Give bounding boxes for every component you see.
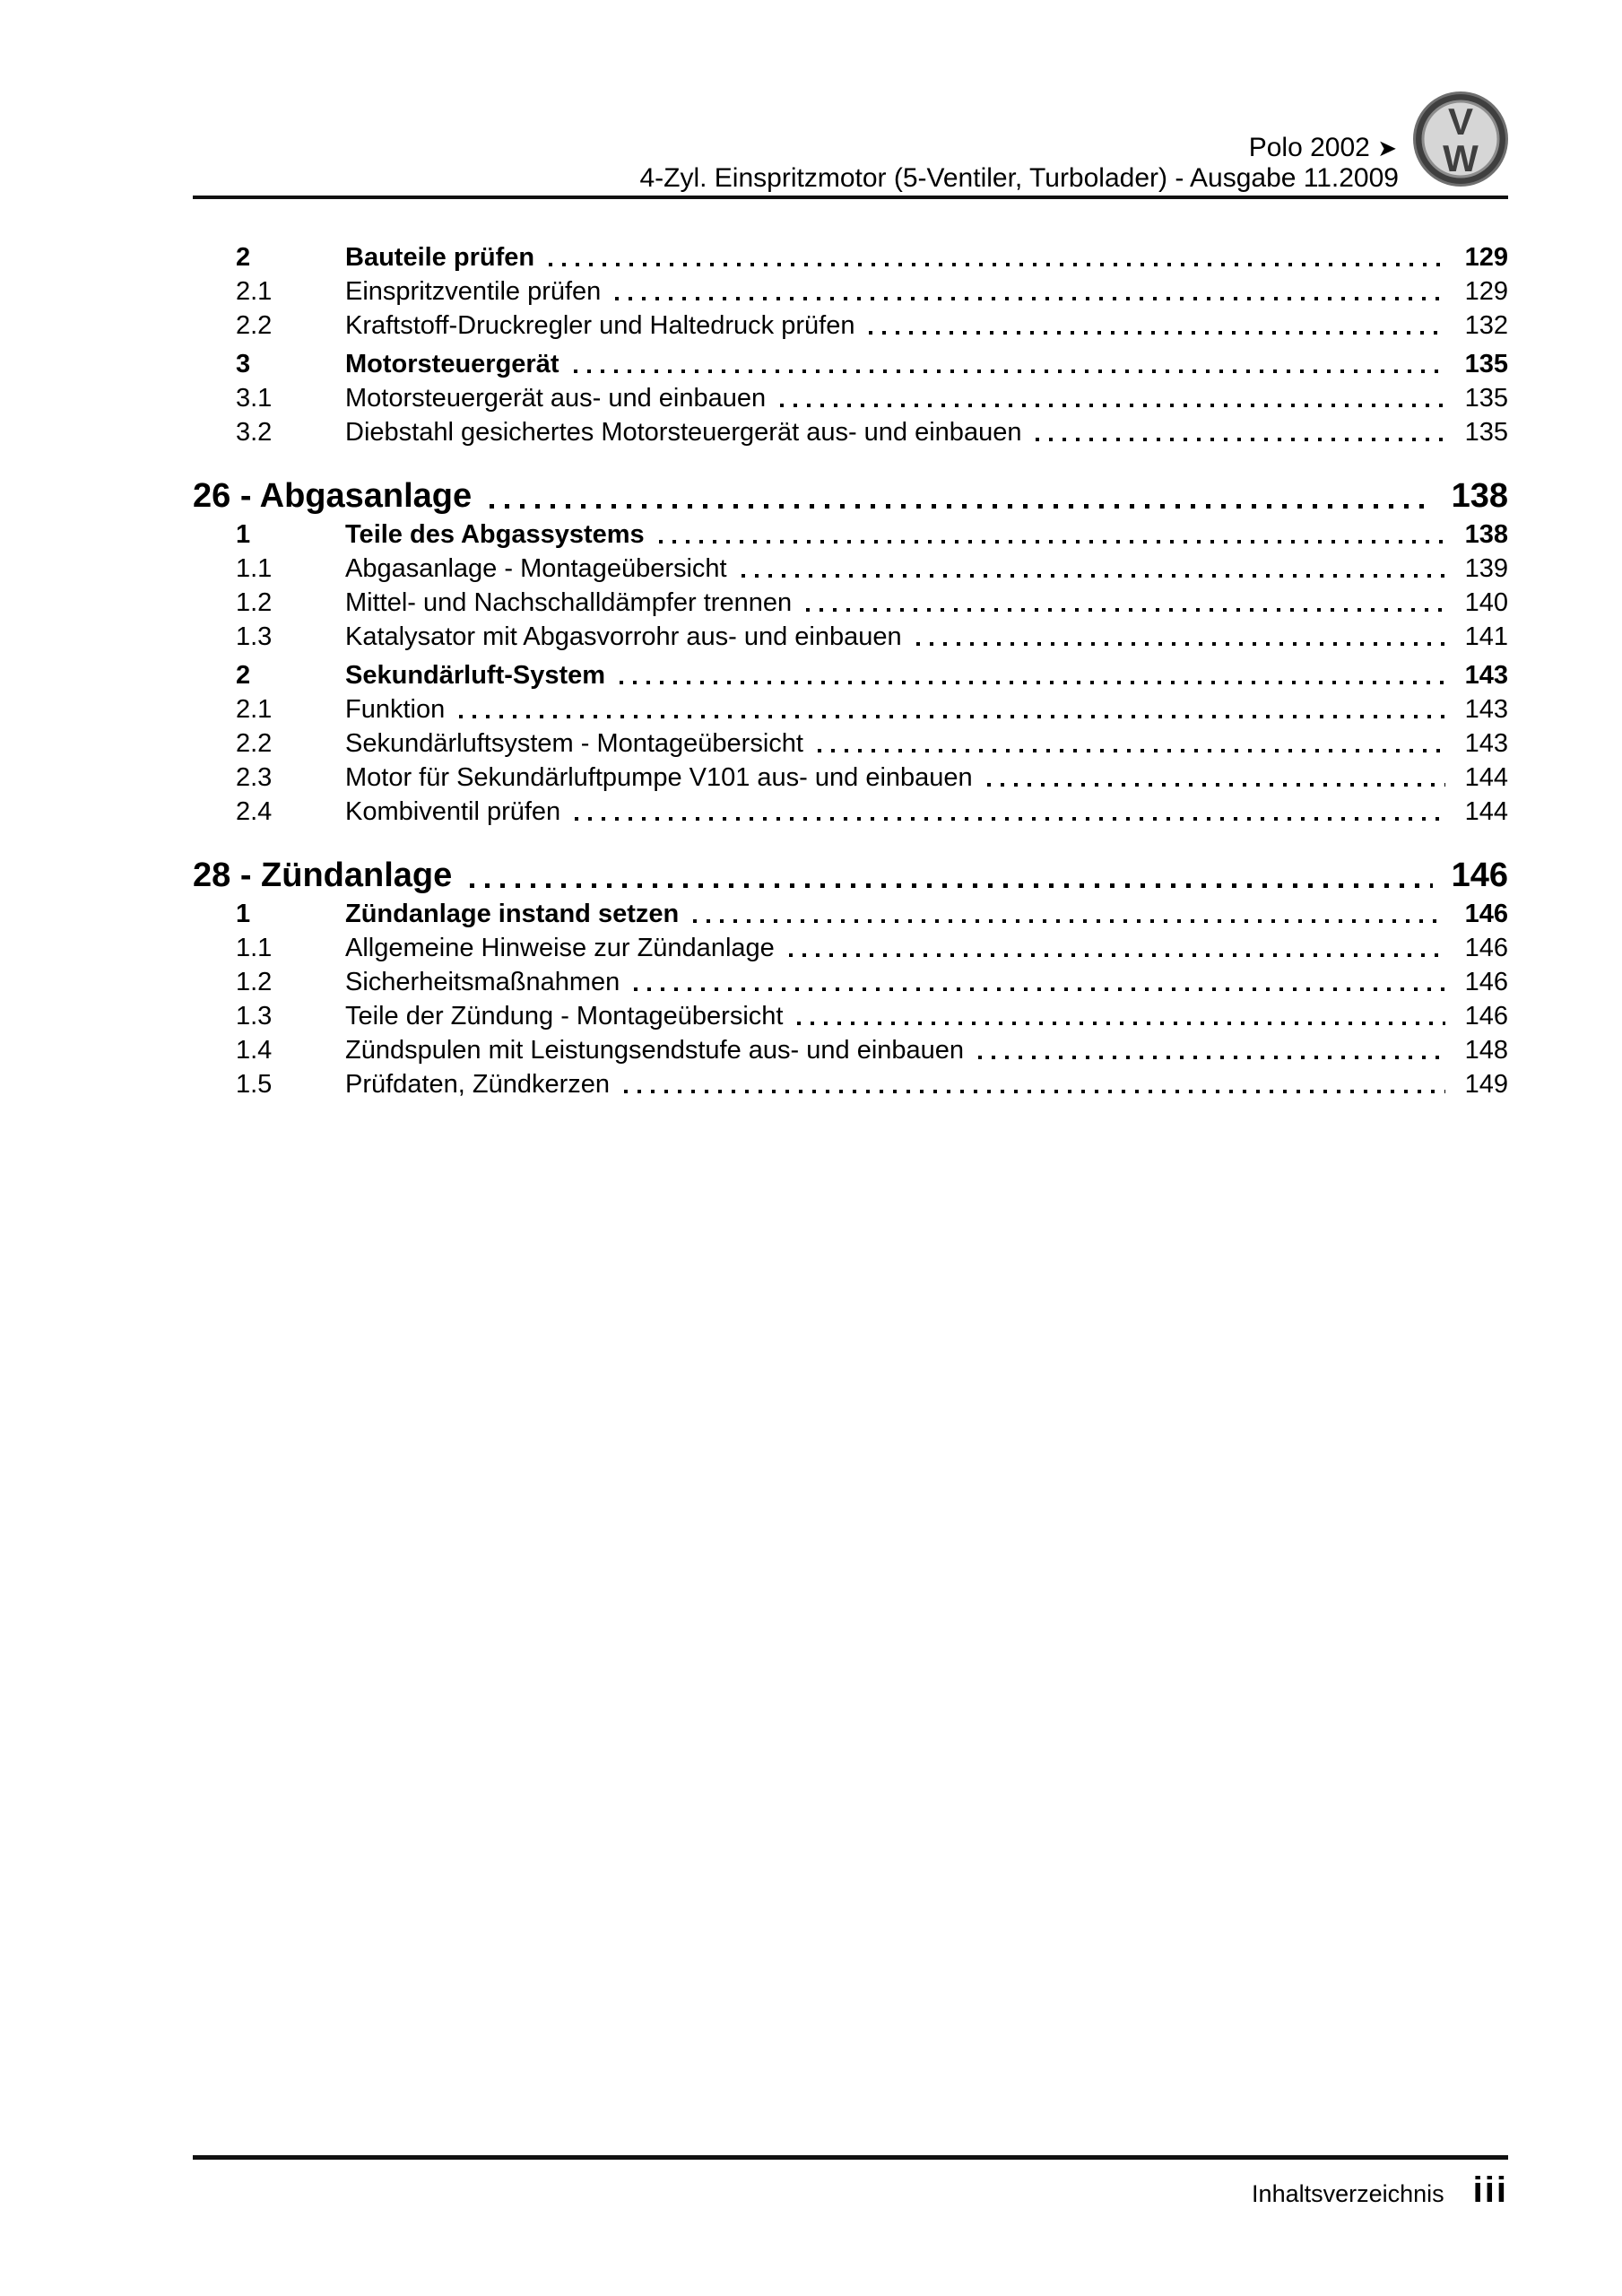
toc-entry-title: Mittel- und Nachschalldämpfer trennen bbox=[345, 588, 793, 617]
toc-entry-title: Zündspulen mit Leistungsendstufe aus- und einbauen bbox=[345, 1036, 965, 1065]
dot-leader bbox=[916, 642, 1445, 646]
toc-row bbox=[193, 999, 1508, 1033]
dot-leader bbox=[869, 331, 1445, 335]
header-model-line bbox=[639, 133, 1399, 163]
toc-entry-title: Einspritzventile prüfen bbox=[345, 277, 602, 306]
toc-row bbox=[193, 240, 1508, 274]
page-footer bbox=[1252, 2170, 1508, 2211]
toc-entry-number: 1.1 bbox=[236, 934, 273, 962]
toc-row bbox=[193, 726, 1508, 761]
toc-entry-page-number: 143 bbox=[1464, 695, 1508, 724]
toc-chapter-row bbox=[193, 854, 1508, 897]
page-header bbox=[639, 133, 1399, 194]
toc-entry-title: Abgasanlage - Montageübersicht bbox=[345, 554, 727, 583]
dot-leader bbox=[615, 297, 1445, 300]
toc-entry-title: Sekundärluftsystem - Montageübersicht bbox=[345, 729, 803, 758]
toc-entry-page-number: 146 bbox=[1464, 900, 1508, 928]
toc-entry-title: Sekundärluft-System bbox=[345, 661, 606, 690]
dot-leader bbox=[620, 681, 1445, 684]
toc bbox=[193, 240, 1508, 1101]
header-divider bbox=[193, 196, 1508, 199]
toc-row bbox=[193, 274, 1508, 309]
toc-group bbox=[193, 897, 1508, 1101]
toc-row bbox=[193, 795, 1508, 829]
dot-leader bbox=[574, 370, 1446, 373]
toc-entry-number: 1.2 bbox=[236, 968, 273, 996]
toc-entry-page-number: 141 bbox=[1464, 622, 1508, 651]
header-model-text: Polo 2002 bbox=[1248, 133, 1370, 162]
svg-text:W: W bbox=[1443, 137, 1479, 179]
toc-row bbox=[193, 552, 1508, 586]
dot-leader bbox=[549, 263, 1445, 266]
toc-entry-title: Allgemeine Hinweise zur Zündanlage bbox=[345, 934, 775, 962]
dot-leader bbox=[693, 919, 1445, 923]
toc-entry-title: Motorsteuergerät aus- und einbauen bbox=[345, 384, 767, 413]
toc-row bbox=[193, 1033, 1508, 1067]
toc-entry-title: Teile der Zündung - Montageübersicht bbox=[345, 1002, 784, 1031]
toc-row bbox=[193, 897, 1508, 931]
toc-row bbox=[193, 309, 1508, 343]
footer-divider bbox=[193, 2155, 1508, 2160]
toc-row bbox=[193, 761, 1508, 795]
toc-chapter-label: 28 - Zündanlage bbox=[193, 857, 453, 894]
toc-entry-number: 2.1 bbox=[236, 695, 273, 724]
toc-entry-page-number: 140 bbox=[1464, 588, 1508, 617]
header-subtitle: 4-Zyl. Einspritzmotor (5-Ventiler, Turbolader) - Ausgabe 11.2009 bbox=[639, 163, 1399, 193]
toc-chapter-row bbox=[193, 474, 1508, 517]
dot-leader bbox=[818, 749, 1445, 752]
toc-section bbox=[193, 240, 1508, 449]
toc-row bbox=[193, 517, 1508, 552]
toc-entry-number: 1.3 bbox=[236, 622, 273, 651]
toc-entry-title: Motorsteuergerät bbox=[345, 350, 559, 378]
toc-entry-page-number: 146 bbox=[1464, 1002, 1508, 1031]
toc-entry-number: 2.1 bbox=[236, 277, 273, 306]
toc-row bbox=[193, 415, 1508, 449]
dot-leader bbox=[742, 574, 1445, 578]
toc-entry-page-number: 149 bbox=[1464, 1070, 1508, 1099]
toc-entry-title: Motor für Sekundärluftpumpe V101 aus- und einbauen bbox=[345, 763, 973, 792]
toc-entry-number: 1 bbox=[236, 900, 251, 928]
toc-chapter-page-number: 138 bbox=[1451, 477, 1508, 515]
toc-entry-page-number: 135 bbox=[1464, 384, 1508, 413]
toc-row bbox=[193, 692, 1508, 726]
dot-leader bbox=[978, 1056, 1445, 1059]
dot-leader bbox=[624, 1090, 1445, 1093]
toc-group bbox=[193, 347, 1508, 449]
dot-leader bbox=[575, 817, 1445, 821]
toc-entry-page-number: 129 bbox=[1464, 243, 1508, 272]
toc-chapter-page-number: 146 bbox=[1451, 857, 1508, 894]
toc-chapter-label: 26 - Abgasanlage bbox=[193, 477, 473, 515]
toc-row bbox=[193, 381, 1508, 415]
toc-row bbox=[193, 965, 1508, 999]
toc-row bbox=[193, 586, 1508, 620]
toc-entry-title: Sicherheitsmaßnahmen bbox=[345, 968, 620, 996]
dot-leader bbox=[634, 987, 1445, 991]
toc-row bbox=[193, 658, 1508, 692]
toc-entry-number: 2.3 bbox=[236, 763, 273, 792]
toc-entry-page-number: 135 bbox=[1464, 418, 1508, 447]
toc-entry-title: Diebstahl gesichertes Motorsteuergerät aus- und einbauen bbox=[345, 418, 1022, 447]
footer-page-number: iii bbox=[1472, 2170, 1508, 2210]
toc-entry-page-number: 143 bbox=[1464, 661, 1508, 690]
toc-entry-page-number: 129 bbox=[1464, 277, 1508, 306]
toc-entry-number: 2 bbox=[236, 661, 251, 690]
toc-entry-number: 1.4 bbox=[236, 1036, 273, 1065]
dot-leader bbox=[459, 715, 1445, 718]
toc-entry-number: 1.1 bbox=[236, 554, 273, 583]
toc-entry-title: Prüfdaten, Zündkerzen bbox=[345, 1070, 611, 1099]
dot-leader bbox=[490, 504, 1433, 509]
toc-entry-page-number: 139 bbox=[1464, 554, 1508, 583]
toc-entry-number: 3 bbox=[236, 350, 251, 378]
svg-text:V: V bbox=[1447, 100, 1474, 143]
toc-entry-number: 1.5 bbox=[236, 1070, 273, 1099]
dot-leader bbox=[1036, 438, 1445, 441]
toc-row bbox=[193, 347, 1508, 381]
toc-group bbox=[193, 240, 1508, 343]
toc-entry-number: 3.1 bbox=[236, 384, 273, 413]
toc-entry-title: Funktion bbox=[345, 695, 446, 724]
toc-entry-title: Bauteile prüfen bbox=[345, 243, 535, 272]
toc-entry-title: Kraftstoff-Druckregler und Haltedruck prüfen bbox=[345, 311, 855, 340]
toc-row bbox=[193, 931, 1508, 965]
toc-entry-page-number: 135 bbox=[1464, 350, 1508, 378]
toc-entry-number: 1.3 bbox=[236, 1002, 273, 1031]
toc-entry-page-number: 144 bbox=[1464, 797, 1508, 826]
toc-entry-page-number: 146 bbox=[1464, 968, 1508, 996]
toc-entry-page-number: 132 bbox=[1464, 311, 1508, 340]
toc-section bbox=[193, 854, 1508, 1101]
dot-leader bbox=[789, 953, 1445, 957]
toc-entry-page-number: 146 bbox=[1464, 934, 1508, 962]
toc-entry-number: 2.2 bbox=[236, 311, 273, 340]
toc-row bbox=[193, 620, 1508, 654]
toc-entry-title: Katalysator mit Abgasvorrohr aus- und einbauen bbox=[345, 622, 902, 651]
toc-entry-number: 1.2 bbox=[236, 588, 273, 617]
dot-leader bbox=[780, 404, 1445, 407]
toc-entry-title: Teile des Abgassystems bbox=[345, 520, 645, 549]
toc-entry-number: 2 bbox=[236, 243, 251, 272]
toc-entry-page-number: 138 bbox=[1464, 520, 1508, 549]
toc-entry-number: 2.2 bbox=[236, 729, 273, 758]
footer-label: Inhaltsverzeichnis bbox=[1252, 2180, 1444, 2207]
dot-leader bbox=[659, 540, 1445, 544]
toc-group bbox=[193, 658, 1508, 829]
toc-entry-title: Kombiventil prüfen bbox=[345, 797, 561, 826]
toc-entry-page-number: 143 bbox=[1464, 729, 1508, 758]
dot-leader bbox=[797, 1022, 1445, 1025]
arrow-right-icon: ➤ bbox=[1377, 135, 1399, 161]
toc-entry-number: 2.4 bbox=[236, 797, 273, 826]
toc-entry-title: Zündanlage instand setzen bbox=[345, 900, 680, 928]
toc-section bbox=[193, 474, 1508, 829]
toc-entry-number: 1 bbox=[236, 520, 251, 549]
vw-logo-icon bbox=[1412, 91, 1509, 187]
toc-group bbox=[193, 517, 1508, 654]
dot-leader bbox=[806, 608, 1445, 612]
toc-row bbox=[193, 1067, 1508, 1101]
dot-leader bbox=[987, 783, 1445, 787]
toc-entry-page-number: 144 bbox=[1464, 763, 1508, 792]
toc-entry-page-number: 148 bbox=[1464, 1036, 1508, 1065]
dot-leader bbox=[470, 883, 1433, 888]
toc-entry-number: 3.2 bbox=[236, 418, 273, 447]
